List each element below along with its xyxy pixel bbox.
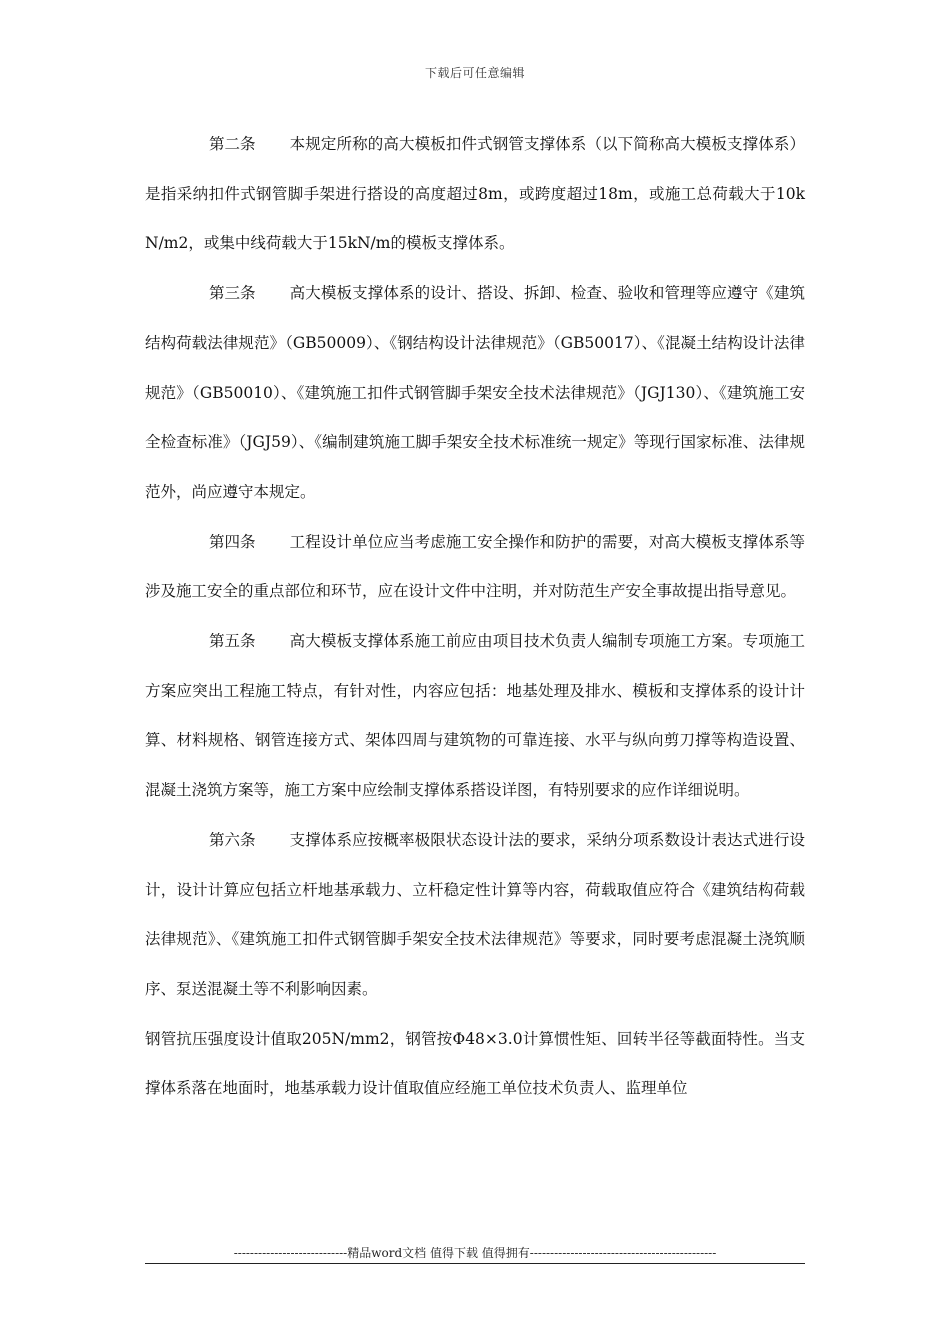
continuation-paragraph (145, 1015, 805, 1114)
article-number: 第三条 (209, 284, 256, 303)
article-text: 高大模板支撑体系施工前应由项目技术负责人编制专项施工方案。专项施工方案应突出工程施工特点，有针对性，内容应包括：地基处理及排水、模板和支撑体系的设计计算、材料规格、钢管连接方式、架体四周与建筑物的可靠连接、水平与纵向剪刀撑等构造设置、混凝土浇筑方案等，施工方案中应绘制支撑体系搭设详图，有特别要求的应作详细说明。 (145, 632, 805, 800)
article-6-paragraph (145, 816, 805, 1015)
article-5-paragraph (145, 617, 805, 816)
article-text: 本规定所称的高大模板扣件式钢管支撑体系（以下简称高大模板支撑体系）是指采纳扣件式钢管脚手架进行搭设的高度超过8m，或跨度超过18m，或施工总荷载大于10kN/m2，或集中线荷载大于15kN/m的模板支撑体系。 (145, 135, 805, 253)
article-2-paragraph (145, 120, 805, 269)
article-4-paragraph (145, 518, 805, 617)
article-number: 第四条 (209, 532, 256, 551)
footer-divider (145, 1263, 805, 1264)
document-body (145, 120, 805, 1114)
article-number: 第五条 (209, 632, 256, 651)
page-header: 下载后可任意编辑 (424, 66, 525, 80)
article-text: 支撑体系应按概率极限状态设计法的要求，采纳分项系数设计表达式进行设计，设计计算应包括立杆地基承载力、立杆稳定性计算等内容，荷载取值应符合《建筑结构荷载法律规范》、《建筑施工扣件式钢管脚手架安全技术法律规范》等要求，同时要考虑混凝土浇筑顺序、泵送混凝土等不利影响因素。 (145, 830, 805, 998)
article-text: 工程设计单位应当考虑施工安全操作和防护的需要，对高大模板支撑体系等涉及施工安全的重点部位和环节，应在设计文件中注明，并对防范生产安全事故提出指导意见。 (145, 532, 805, 601)
article-3-paragraph (145, 269, 805, 518)
page-footer: ----------------------------精品word文档 值得下载 值得拥有---------------------------------------------- (233, 1246, 717, 1260)
article-number: 第六条 (209, 830, 256, 849)
paragraph-text: 钢管抗压强度设计值取205N/mm2，钢管按Φ48×3.0计算惯性矩、回转半径等截面特性。当支撑体系落在地面时，地基承载力设计值取值应经施工单位技术负责人、监理单位 (145, 1029, 805, 1098)
article-text: 高大模板支撑体系的设计、搭设、拆卸、检查、验收和管理等应遵守《建筑结构荷载法律规范》（GB50009）、《钢结构设计法律规范》（GB50017）、《混凝土结构设计法律规范》（GB50010）、《建筑施工扣件式钢管脚手架安全技术法律规范》（JGJ130）、《建筑施工安全检查标准》（JGJ59）、《编制建筑施工脚手架安全技术标准统一规定》等现行国家标准、法律规范外，尚应遵守本规定。 (145, 284, 805, 501)
article-number: 第二条 (209, 135, 256, 153)
